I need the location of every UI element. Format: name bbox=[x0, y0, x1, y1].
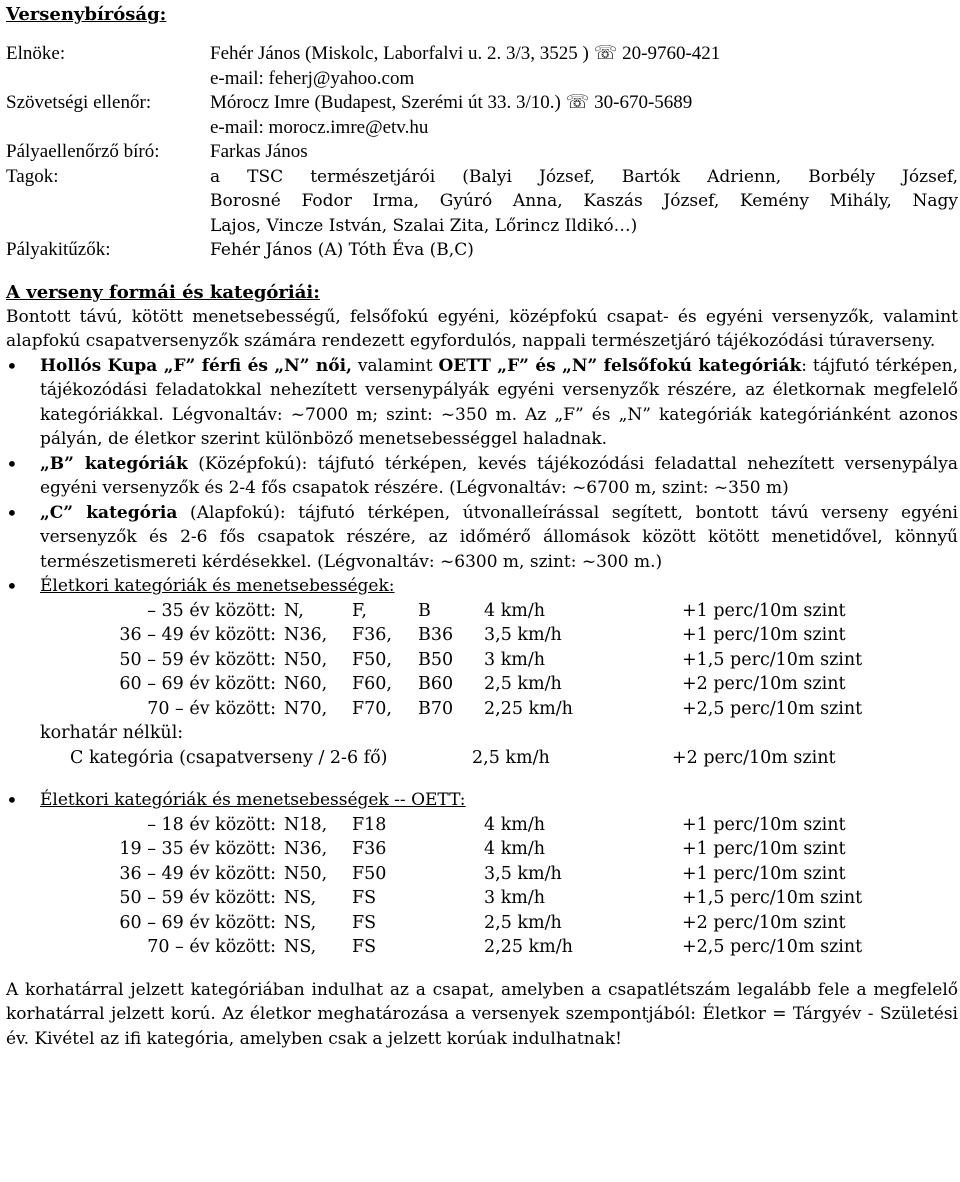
table-row bbox=[70, 862, 892, 887]
table-cell: 3 km/h bbox=[484, 888, 546, 908]
table-cell: +1 perc/10m szint bbox=[682, 863, 846, 884]
table-cell: +2 perc/10m szint bbox=[682, 674, 846, 694]
official-row-controller bbox=[6, 91, 958, 140]
official-value bbox=[210, 42, 958, 91]
table-cell: 36 – 49 év között: bbox=[119, 863, 276, 884]
bullet-icon: • bbox=[6, 788, 18, 812]
table-row bbox=[70, 599, 892, 624]
table-cell: 3,5 km/h bbox=[484, 863, 562, 884]
table-cell: N60, bbox=[284, 674, 328, 694]
table-cell: 50 – 59 év között: bbox=[119, 888, 276, 908]
table-cell bbox=[418, 862, 484, 887]
table-cell: F50, bbox=[352, 649, 392, 670]
table-cell: 2,25 km/h bbox=[484, 937, 573, 957]
table-cell: F36, bbox=[352, 625, 392, 645]
bullet-text-part: : tájfutó térképen, tájékozódási feladatokkal nehezített versenypályák egyéni versenyzők részére, az életkornak megfelelő kategóriákkal. Légvonaltáv: ~7000 m; szint: ~350 m. Az „F” és „N” kategóriák kategóriánként azonos pályán, de életkor szerint különböző menetsebességgel haladnak. bbox=[40, 355, 958, 449]
table-cell: 3 km/h bbox=[484, 649, 546, 670]
table-cell: NS, bbox=[284, 888, 317, 908]
c-category-label: C kategória (csapatverseny / 2-6 fő) bbox=[70, 747, 388, 768]
table-cell: +1 perc/10m szint bbox=[682, 625, 846, 645]
table-cell: +2 perc/10m szint bbox=[682, 912, 846, 933]
table-cell: – 35 év között: bbox=[147, 600, 276, 621]
bullet-oett-categories bbox=[6, 788, 958, 813]
table-cell: 2,5 km/h bbox=[484, 912, 562, 933]
table-cell: B60 bbox=[418, 674, 454, 694]
table-cell: +2,5 perc/10m szint bbox=[682, 698, 863, 719]
table-cell: 19 – 35 év között: bbox=[119, 839, 276, 859]
table-cell: +1 perc/10m szint bbox=[682, 839, 846, 859]
table-cell: F18 bbox=[352, 814, 387, 835]
table-cell: N50, bbox=[284, 863, 328, 884]
table-cell: 2,5 km/h bbox=[484, 674, 562, 694]
table-cell: F60, bbox=[352, 674, 392, 694]
table-cell: FS bbox=[352, 912, 377, 933]
bullet-bold: OETT „F” és „N” felsőfokú kategóriák bbox=[438, 355, 802, 376]
table-cell: 70 – év között: bbox=[147, 937, 276, 957]
table-cell: N36, bbox=[284, 839, 328, 859]
table-cell: 36 – 49 év között: bbox=[119, 625, 276, 645]
bullet-icon: • bbox=[6, 574, 18, 598]
table-cell: B50 bbox=[418, 649, 454, 670]
section-heading: A verseny formái és kategóriái: bbox=[6, 281, 320, 303]
official-row-members bbox=[6, 165, 958, 239]
bullet-b-category bbox=[6, 452, 958, 501]
bullet-text bbox=[40, 354, 958, 452]
official-line: Mórocz Imre (Budapest, Szerémi út 33. 3/10.) ☏ 30-670-5689 bbox=[210, 92, 693, 113]
table-cell: FS bbox=[352, 888, 377, 908]
table-cell: N, bbox=[284, 600, 304, 621]
bullet-icon: • bbox=[6, 451, 18, 476]
official-value: Fehér János (A) Tóth Éva (B,C) bbox=[210, 240, 474, 260]
oett-age-table bbox=[70, 813, 892, 960]
table-cell: +1 perc/10m szint bbox=[682, 600, 846, 621]
table-cell: 2,25 km/h bbox=[484, 698, 573, 719]
c-category-rate: +2 perc/10m szint bbox=[672, 747, 836, 768]
age-table bbox=[70, 599, 892, 722]
table-cell: 60 – 69 év között: bbox=[119, 674, 276, 694]
official-line: Borosné Fodor Irma, Gyúró Anna, Kaszás József, Kemény Mihály, Nagy bbox=[210, 191, 958, 211]
table-cell bbox=[418, 837, 484, 862]
table-cell: N70, bbox=[284, 698, 328, 719]
bullet-hollos-kupa bbox=[6, 354, 958, 452]
table-row bbox=[70, 813, 892, 838]
official-line: e-mail: morocz.imre@etv.hu bbox=[210, 116, 429, 138]
table-row bbox=[70, 837, 892, 862]
official-label: Pályaellenőrző bíró: bbox=[6, 141, 160, 162]
official-row-course-judge bbox=[6, 140, 958, 165]
official-value bbox=[210, 91, 958, 140]
bullet-text bbox=[40, 501, 958, 575]
table-cell: +2,5 perc/10m szint bbox=[682, 937, 863, 957]
table-cell: B70 bbox=[418, 698, 454, 719]
bullet-text-part: (Középfokú): tájfutó térképen, kevés tájékozódási feladattal nehezített versenypálya egyéni versenyzők és 2-4 fős csapatok részére. (Légvonaltáv: ~6700 m, szint: ~350 m) bbox=[40, 453, 958, 498]
bullet-c-category bbox=[6, 501, 958, 575]
table-cell: +1,5 perc/10m szint bbox=[682, 888, 863, 908]
bullet-text bbox=[40, 452, 958, 501]
table-cell: +1,5 perc/10m szint bbox=[682, 649, 863, 670]
table-row bbox=[70, 648, 892, 673]
official-label: Tagok: bbox=[6, 165, 59, 187]
official-line: Lajos, Vincze István, Szalai Zita, Lőrincz Ildikó…) bbox=[210, 215, 638, 236]
table-cell: N18, bbox=[284, 814, 328, 835]
table-cell: B36 bbox=[418, 625, 454, 645]
document-page bbox=[6, 2, 958, 1051]
table-cell: NS, bbox=[284, 912, 317, 933]
c-category-row bbox=[70, 746, 958, 771]
table-cell: +1 perc/10m szint bbox=[682, 814, 846, 835]
table-cell: 4 km/h bbox=[484, 600, 546, 621]
bullet-bold: „B” kategóriák bbox=[40, 453, 188, 474]
bullet-age-categories bbox=[6, 574, 958, 599]
table-cell: – 18 év között: bbox=[147, 814, 276, 835]
table-cell: 70 – év között: bbox=[147, 698, 276, 719]
official-row-course-setters bbox=[6, 238, 958, 263]
table-cell: 4 km/h bbox=[484, 814, 546, 835]
bullet-icon: • bbox=[6, 500, 18, 525]
table-cell bbox=[418, 911, 484, 936]
table-cell: F, bbox=[352, 600, 367, 621]
table-cell bbox=[418, 886, 484, 911]
table-cell: 60 – 69 év között: bbox=[119, 912, 276, 933]
official-label: Pályakitűzők: bbox=[6, 239, 111, 260]
table-cell: N50, bbox=[284, 649, 328, 670]
official-row-president bbox=[6, 42, 958, 91]
table-row bbox=[70, 697, 892, 722]
bullet-text-part: (Alapfokú): tájfutó térképen, útvonalleírással segített, bontott távú verseny egyéni versenyzők és 2-6 fős csapatok részére, az időmérő állomások között kötött menetidővel, könnyű természetismereti kérdésekkel. (Légvonaltáv: ~6300 m, szint: ~300 m.) bbox=[40, 502, 958, 572]
footer-paragraph: A korhatárral jelzett kategóriában indulhat az a csapat, amelyben a csapatlétszám legalább fele a megfelelő korhatárral jelzett korú. Az életkor meghatározása a versenyek szempontjából: Életkor = Tárgyév - Születési év. Kivétel az ifi kategória, amelyben csak a jelzett korúak indulhatnak! bbox=[6, 979, 958, 1049]
bullet-heading: Életkori kategóriák és menetsebességek: bbox=[40, 576, 395, 596]
intro-paragraph: Bontott távú, kötött menetsebességű, felsőfokú egyéni, középfokú csapat- és egyéni versenyzők, valamint alapfokú csapatversenyzők számára rendezett egyfordulós, nappali természetjáró tájékozódási túraverseny. bbox=[6, 306, 958, 351]
table-cell: F36 bbox=[352, 839, 387, 859]
official-value: Farkas János bbox=[210, 141, 308, 162]
table-cell: 50 – 59 év között: bbox=[119, 649, 276, 670]
table-cell bbox=[418, 935, 484, 960]
page-title: Versenybíróság: bbox=[6, 4, 167, 25]
bullet-bold: Hollós Kupa „F” férfi és „N” női, bbox=[40, 355, 352, 376]
official-line: e-mail: feherj@yahoo.com bbox=[210, 67, 415, 89]
table-cell bbox=[418, 813, 484, 838]
c-category-speed: 2,5 km/h bbox=[472, 747, 550, 768]
table-cell: F50 bbox=[352, 863, 387, 884]
official-label: Elnöke: bbox=[6, 43, 66, 64]
table-row bbox=[70, 886, 892, 911]
table-cell: NS, bbox=[284, 937, 317, 957]
table-row bbox=[70, 911, 892, 936]
official-line: a TSC természetjárói (Balyi József, Bartók Adrienn, Borbély József, bbox=[210, 166, 958, 187]
table-cell: 3,5 km/h bbox=[484, 625, 562, 645]
table-cell: N36, bbox=[284, 625, 328, 645]
table-cell: B bbox=[418, 600, 431, 621]
table-row bbox=[70, 935, 892, 960]
no-age-label: korhatár nélkül: bbox=[40, 723, 184, 743]
table-cell: F70, bbox=[352, 698, 392, 719]
bullet-heading: Életkori kategóriák és menetsebességek -- OETT: bbox=[40, 790, 466, 810]
bullet-icon: • bbox=[6, 353, 18, 378]
table-row bbox=[70, 623, 892, 648]
table-cell: 4 km/h bbox=[484, 839, 546, 859]
table-row bbox=[70, 672, 892, 697]
officials-list bbox=[6, 42, 958, 263]
bullet-bold: „C” kategória bbox=[40, 502, 178, 523]
official-label: Szövetségi ellenőr: bbox=[6, 92, 152, 113]
official-value bbox=[210, 165, 958, 239]
official-line: Fehér János (Miskolc, Laborfalvi u. 2. 3/3, 3525 ) ☏ 20-9760-421 bbox=[210, 43, 721, 64]
table-cell: FS bbox=[352, 937, 377, 957]
bullet-text-part: valamint bbox=[351, 355, 439, 376]
